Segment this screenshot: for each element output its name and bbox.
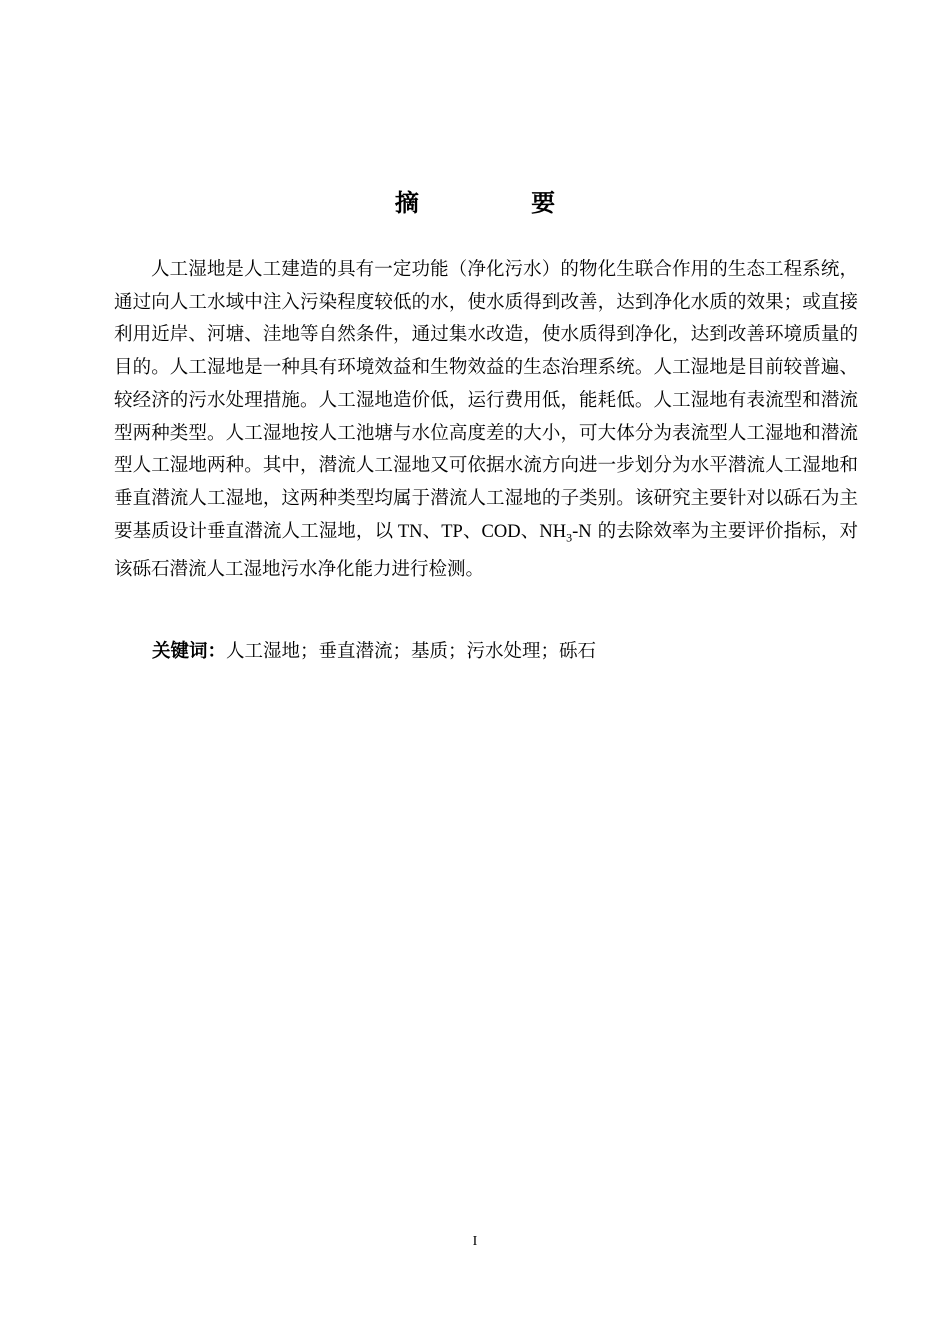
abstract-text-end: 的去除效率为主要评价指标，对该砾石潜流人工湿地污水净化能力进行检测。 <box>114 520 858 581</box>
abstract-indicators: TN、TP、COD、NH <box>393 521 567 542</box>
ammonia-subscript: 3 <box>566 530 573 545</box>
abstract-text-main: 人工湿地是人工建造的具有一定功能（净化污水）的物化生联合作用的生态工程系统，通过向人工水域中注入污染程度较低的水，使水质得到改善，达到净化水质的效果；或直接利用近岸、河塘、洼地等自然条件，通过集水改造，使水质得到净化，达到改善环境质量的目的。人工湿地是一种具有环境效益和生物效益的生态治理系统。人工湿地是目前较普遍、较经济的污水处理措施。人工湿地造价低，运行费用低，能耗低。人工湿地有表流型和潜流型两种类型。人工湿地按人工池塘与水位高度差的大小，可大体分为表流型人工湿地和潜流型人工湿地两种。其中，潜流人工湿地又可依据水流方向进一步划分为水平潜流人工湿地和垂直潜流人工湿地，这两种类型均属于潜流人工湿地的子类别。该研究主要针对以砾石为主要基质设计垂直潜流人工湿地，以 <box>114 259 858 542</box>
keywords-label: 关键词： <box>152 641 227 662</box>
page-number: I <box>472 1234 478 1249</box>
abstract-title: 摘 要 <box>394 189 608 217</box>
ammonia-suffix: -N <box>572 521 592 542</box>
keywords-line <box>152 636 858 668</box>
keywords-text: 人工湿地；垂直潜流；基质；污水处理；砾石 <box>226 641 597 662</box>
abstract-paragraph <box>114 254 858 587</box>
